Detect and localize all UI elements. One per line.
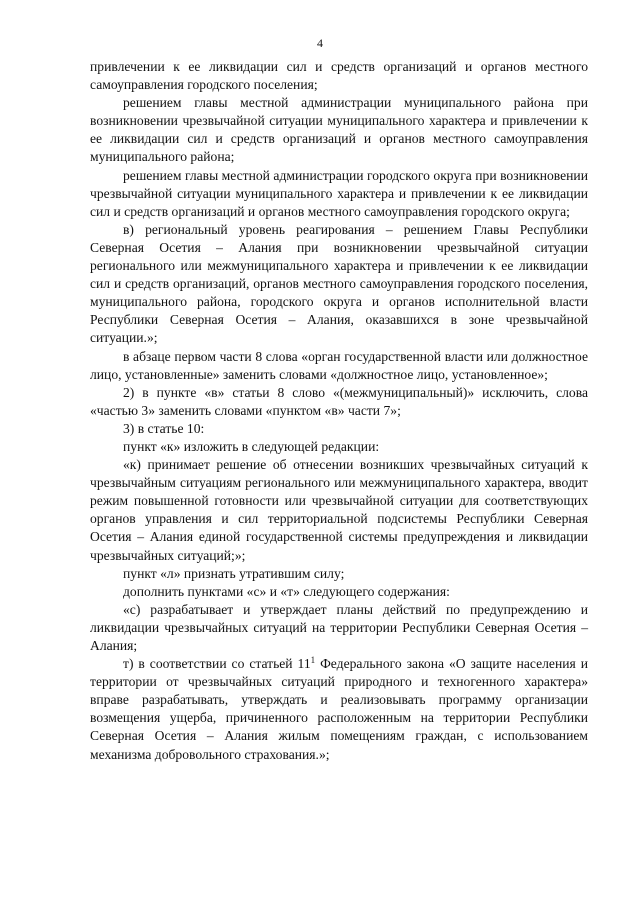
paragraph-3: решением главы местной администрации городского округа при возникновении чрезвычайной ситуации муниципального характера и привлечении к ее ликвидации сил и средств организаций и органов местного самоуправления городского округа;: [90, 167, 588, 219]
paragraph-7: 3) в статье 10:: [123, 420, 205, 436]
paragraph-4: в) региональный уровень реагирования – решением Главы Республики Северная Осетия – Алания при возникновении чрезвычайной ситуации регионального или межмуниципального характера и привлечении к ее ликвидации сил и средств организаций, органов местного самоуправления городского поселения, муниципального района, городского округа и органов исполнительной власти Республики Северная Осетия – Алания, оказавшихся в зоне чрезвычайной ситуации.»;: [90, 221, 588, 346]
paragraph-11: дополнить пунктами «с» и «т» следующего содержания:: [123, 583, 450, 599]
paragraph-12: «с) разрабатывает и утверждает планы действий по предупреждению и ликвидации чрезвычайных ситуаций на территории Республики Северная Осетия – Алания;: [90, 601, 588, 653]
paragraph-5: в абзаце первом части 8 слова «орган государственной власти или должностное лицо, установленные» заменить словами «должностное лицо, установленное»;: [90, 348, 588, 382]
superscript-marker: 1: [310, 655, 316, 666]
paragraph-2: решением главы местной администрации муниципального района при возникновении чрезвычайной ситуации муниципального характера и привлечении к ее ликвидации сил и средств организаций и органов местного самоуправления муниципального района;: [90, 95, 588, 165]
paragraph-13-rest: Федерального закона «О защите населения и территории от чрезвычайных ситуаций природного и техногенного характера» вправе разрабатывать, утверждать и реализовывать программу организации возмещения ущерба, причиненного расположенным на территории Республики Северная Осетия – Алания жилым помещениям граждан, с использованием механизма добровольного страхования.»;: [90, 656, 588, 762]
paragraph-1: привлечении к ее ликвидации сил и средств организаций и органов местного самоуправления городского поселения;: [90, 59, 588, 93]
paragraph-9: «к) принимает решение об отнесении возникших чрезвычайных ситуаций к чрезвычайным ситуациям регионального или межмуниципального характера, вводит режим повышенной готовности или чрезвычайной ситуации для соответствующих органов управления и сил территориальной подсистемы Республики Северная Осетия – Алания единой государственной системы предупреждения и ликвидации чрезвычайных ситуаций;»;: [90, 457, 588, 563]
page-number: 4: [317, 36, 323, 50]
paragraph-6: 2) в пункте «в» статьи 8 слово «(межмуниципальный)» исключить, слова «частью 3» заменить словами «пунктом «в» части 7»;: [90, 384, 588, 418]
paragraph-13-start: т) в соответствии со статьей 11: [123, 656, 311, 672]
paragraph-10: пункт «л» признать утратившим силу;: [123, 565, 345, 581]
paragraph-8: пункт «к» изложить в следующей редакции:: [123, 438, 380, 454]
paragraph-13: [90, 655, 588, 764]
document-body: [90, 58, 588, 764]
